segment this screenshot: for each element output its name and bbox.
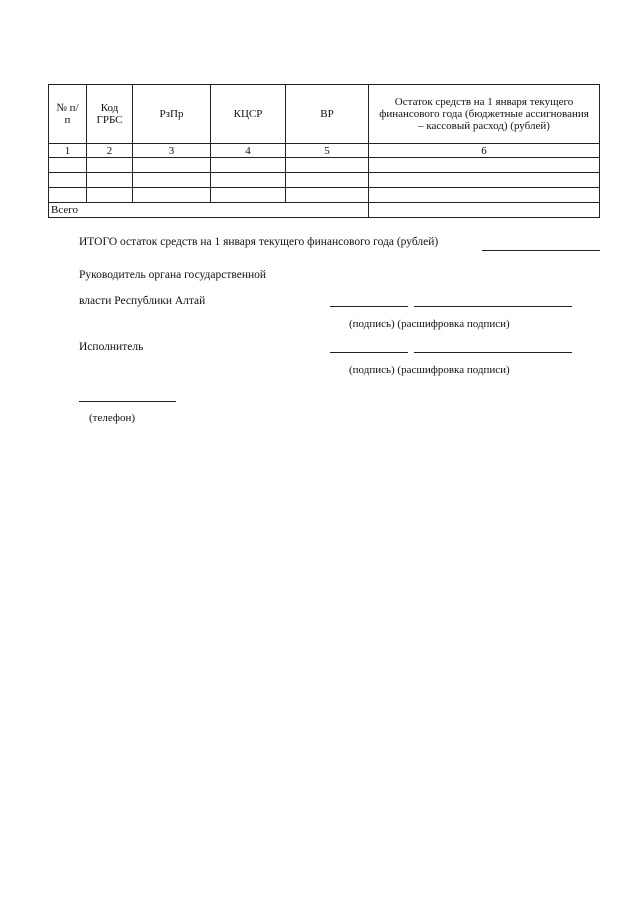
column-number: 5 [286, 144, 369, 158]
table-cell [133, 188, 211, 203]
table-cell [369, 188, 600, 203]
column-number: 3 [133, 144, 211, 158]
itogo-value-line [482, 250, 600, 251]
balance-table [48, 84, 600, 218]
header-num: № п/п [49, 85, 87, 144]
table-cell [87, 158, 133, 173]
table-cell [49, 188, 87, 203]
executor-name-line [414, 352, 572, 353]
table-cell [133, 158, 211, 173]
table-cell [211, 173, 286, 188]
table-cell [49, 158, 87, 173]
column-number: 6 [369, 144, 600, 158]
executor-signature-line [330, 352, 408, 353]
table-cell [211, 188, 286, 203]
header-rzpr: РзПр [133, 85, 211, 144]
total-value-cell [369, 203, 600, 218]
header-balance: Остаток средств на 1 января текущего финансового года (бюджетные ассигнования – кассовый расход) (рублей) [369, 85, 600, 144]
header-grbs: Код ГРБС [87, 85, 133, 144]
header-vr: ВР [286, 85, 369, 144]
table-cell [369, 173, 600, 188]
head-title-line1: Руководитель органа государственной [79, 269, 267, 281]
table-cell [286, 173, 369, 188]
head-signature-line [330, 306, 408, 307]
table-cell [87, 188, 133, 203]
table-cell [369, 158, 600, 173]
column-number-row [49, 144, 600, 158]
column-number: 4 [211, 144, 286, 158]
head-title-line2: власти Республики Алтай [79, 295, 206, 307]
phone-line [79, 401, 176, 402]
phone-caption: (телефон) [89, 412, 136, 424]
total-label: Всего [49, 203, 369, 218]
table-cell [286, 188, 369, 203]
table-cell [286, 158, 369, 173]
table-header-row [49, 85, 600, 144]
itogo-label: ИТОГО остаток средств на 1 января текущего финансового года (рублей) [79, 236, 439, 248]
table-row [49, 173, 600, 188]
table-cell [133, 173, 211, 188]
table-row [49, 158, 600, 173]
column-number: 2 [87, 144, 133, 158]
column-number: 1 [49, 144, 87, 158]
table-cell [87, 173, 133, 188]
head-name-line [414, 306, 572, 307]
header-kcsr: КЦСР [211, 85, 286, 144]
head-signature-caption: (подпись) (расшифровка подписи) [349, 318, 510, 330]
table-row [49, 188, 600, 203]
table-cell [211, 158, 286, 173]
executor-signature-caption: (подпись) (расшифровка подписи) [349, 364, 510, 376]
executor-label: Исполнитель [79, 341, 144, 353]
total-row [49, 203, 600, 218]
table-cell [49, 173, 87, 188]
